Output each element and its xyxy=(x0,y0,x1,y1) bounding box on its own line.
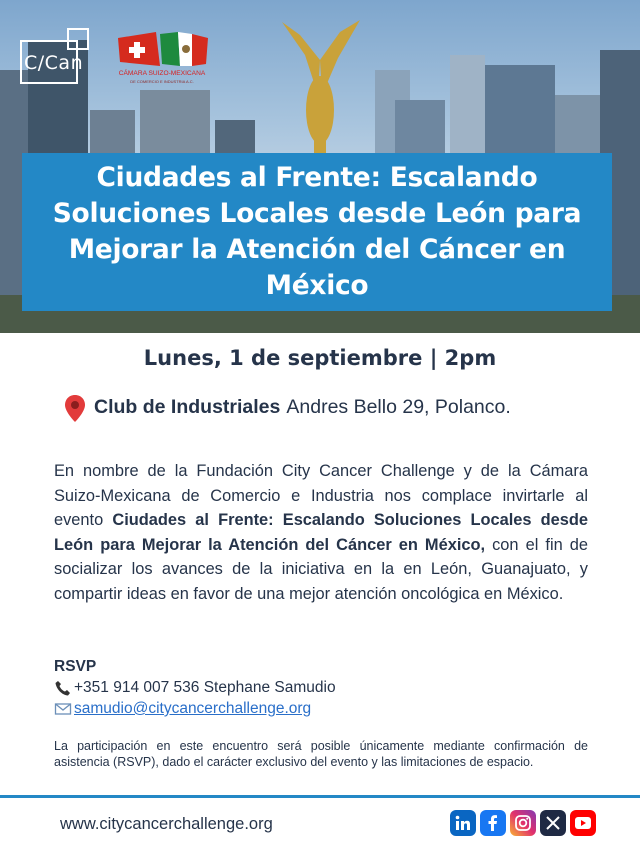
invitation-paragraph xyxy=(54,459,588,607)
camara-suizo-mexicana-logo xyxy=(112,32,208,92)
facebook-icon[interactable] xyxy=(480,810,506,836)
location-pin-icon xyxy=(64,394,86,424)
phone-icon xyxy=(54,680,72,696)
city-cancer-challenge-logo xyxy=(20,28,90,84)
linkedin-icon[interactable] xyxy=(450,810,476,836)
rsvp-phone xyxy=(54,679,336,697)
venue-address: Andres Bello 29, Polanco. xyxy=(286,396,511,418)
attendance-note: La participación en este encuentro será posible únicamente mediante confirmación de asistencia (RSVP), dado el carácter exclusivo del evento y las limitaciones de espacio. xyxy=(54,739,588,770)
invitation-outro: con el fin de socializar los avances de la iniciativa en la en León, Guanajuato, y compartir ideas en favor de una mejor atención oncológica en México. xyxy=(54,535,588,603)
rsvp-phone-text: +351 914 007 536 Stephane Samudio xyxy=(74,679,336,696)
footer-divider xyxy=(0,795,640,798)
camara-logo-sub: DE COMERCIO E INDUSTRIA A.C. xyxy=(130,79,194,84)
rsvp-email xyxy=(54,700,311,718)
camara-logo-name: CÁMARA SUIZO-MEXICANA xyxy=(118,70,206,77)
rsvp-title: RSVP xyxy=(54,658,97,675)
envelope-icon xyxy=(54,701,72,717)
hero-banner xyxy=(0,0,640,333)
venue-name: Club de Industriales xyxy=(94,396,281,418)
x-icon[interactable] xyxy=(540,810,566,836)
rsvp-email-link[interactable]: samudio@citycancerchallenge.org xyxy=(74,700,312,717)
social-icons xyxy=(450,810,596,836)
ccan-logo-text: C/Can xyxy=(24,52,84,74)
instagram-icon[interactable] xyxy=(510,810,536,836)
venue xyxy=(64,396,511,424)
swiss-mexican-flags-icon xyxy=(116,32,208,66)
event-title: Ciudades al Frente: Escalando Soluciones Locales desde León para Mejorar la Atención del Cáncer en México xyxy=(52,162,582,301)
title-banner xyxy=(22,153,612,311)
website-link[interactable]: www.citycancerchallenge.org xyxy=(60,815,273,833)
event-date: Lunes, 1 de septiembre | 2pm xyxy=(143,346,497,370)
youtube-icon[interactable] xyxy=(570,810,596,836)
invitation-event-name: Ciudades al Frente: Escalando Soluciones Locales desde León para Mejorar la Atención del Cáncer en México, xyxy=(54,511,588,554)
invitation-intro: En nombre de la Fundación City Cancer Challenge y de la Cámara Suizo-Mexicana de Comercio e Industria nos complace invirtarle al evento xyxy=(54,462,588,530)
